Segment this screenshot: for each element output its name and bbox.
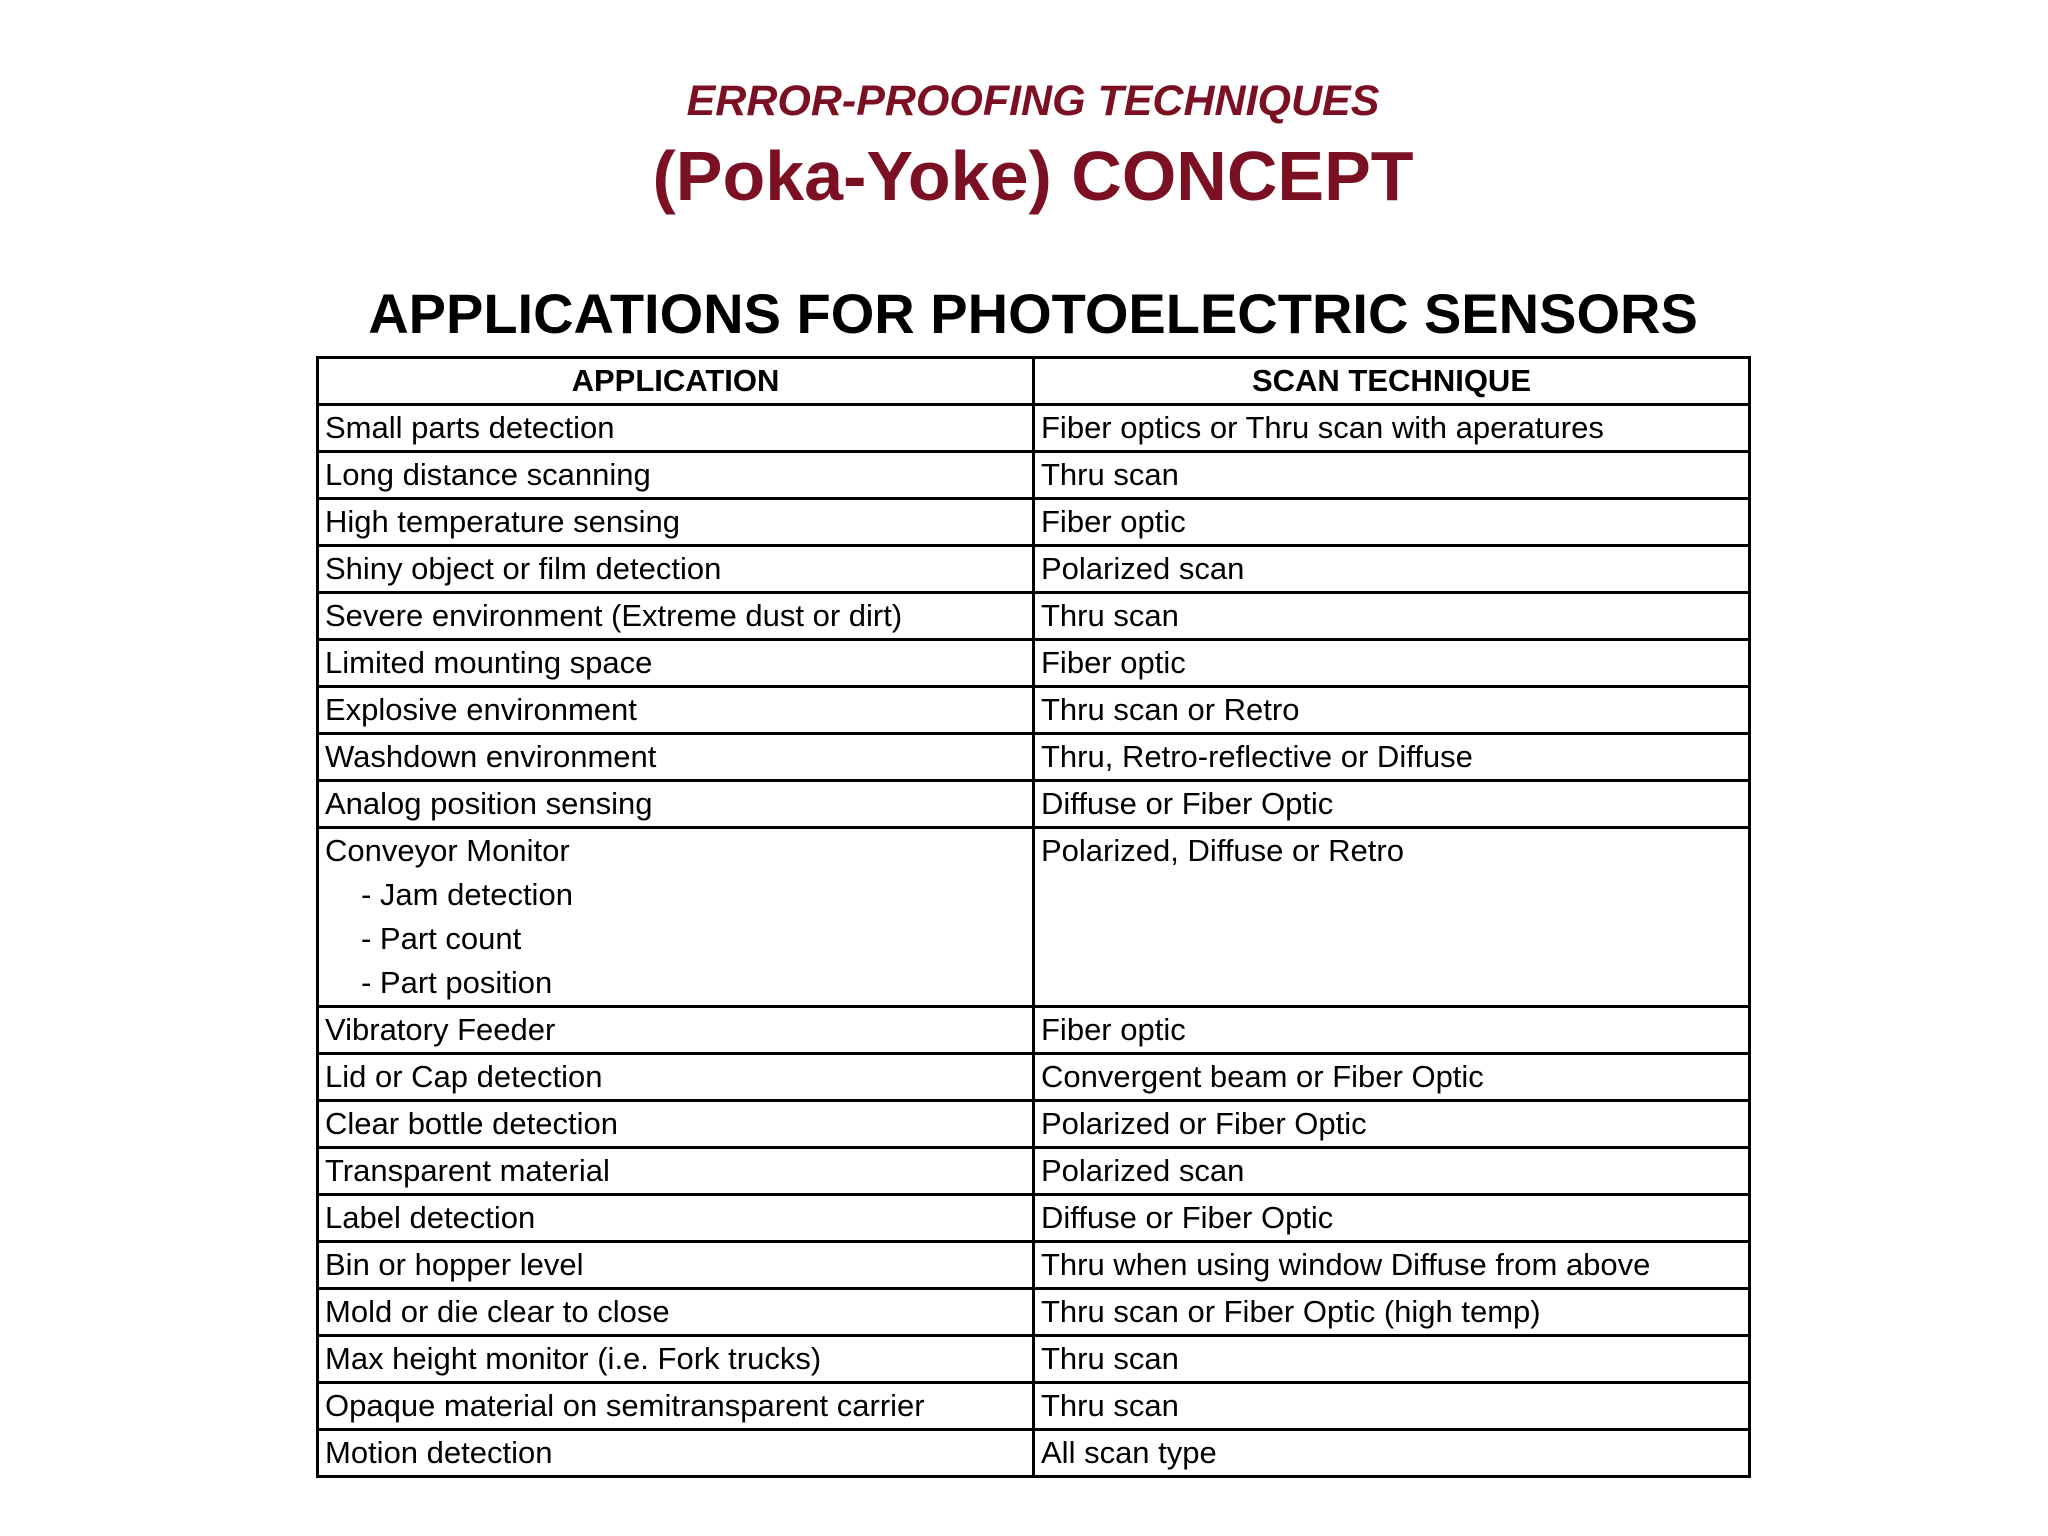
scan-technique-cell: Polarized or Fiber Optic: [1034, 1101, 1750, 1148]
application-cell: Opaque material on semitransparent carrier: [318, 1383, 1034, 1430]
application-cell: Lid or Cap detection: [318, 1054, 1034, 1101]
sensor-applications-table: [316, 356, 1751, 1478]
application-cell: Limited mounting space: [318, 640, 1034, 687]
header-line-2: (Poka-Yoke) CONCEPT: [652, 137, 1414, 215]
table-row: [318, 593, 1750, 640]
application-cell: High temperature sensing: [318, 499, 1034, 546]
application-label: Conveyor Monitor: [325, 833, 570, 868]
application-cell: Label detection: [318, 1195, 1034, 1242]
table-row: [318, 1007, 1750, 1054]
scan-technique-cell: Fiber optic: [1034, 499, 1750, 546]
table-row: [318, 781, 1750, 828]
application-cell: Long distance scanning: [318, 452, 1034, 499]
table-row: [318, 1289, 1750, 1336]
application-cell: Analog position sensing: [318, 781, 1034, 828]
scan-technique-cell: Thru scan: [1034, 1383, 1750, 1430]
table-row: [318, 1242, 1750, 1289]
table-header-row: [318, 358, 1750, 405]
table-row: [318, 1101, 1750, 1148]
application-cell: Max height monitor (i.e. Fork trucks): [318, 1336, 1034, 1383]
application-cell: Clear bottle detection: [318, 1101, 1034, 1148]
application-cell: Vibratory Feeder: [318, 1007, 1034, 1054]
table-row: [318, 1195, 1750, 1242]
table-row: [318, 828, 1750, 1007]
table-row: [318, 1383, 1750, 1430]
application-cell: Shiny object or film detection: [318, 546, 1034, 593]
scan-technique-cell: Fiber optics or Thru scan with aperatures: [1034, 405, 1750, 452]
header-line-1: ERROR-PROOFING TECHNIQUES: [686, 77, 1380, 125]
application-cell: Washdown environment: [318, 734, 1034, 781]
scan-technique-cell: Diffuse or Fiber Optic: [1034, 781, 1750, 828]
scan-technique-cell: Thru scan: [1034, 1336, 1750, 1383]
application-cell: Transparent material: [318, 1148, 1034, 1195]
table-row: [318, 452, 1750, 499]
table-row: [318, 734, 1750, 781]
scan-technique-cell: Polarized scan: [1034, 546, 1750, 593]
scan-technique-cell: Thru scan or Fiber Optic (high temp): [1034, 1289, 1750, 1336]
application-cell: [318, 828, 1034, 1007]
table-row: [318, 499, 1750, 546]
scan-technique-cell: Diffuse or Fiber Optic: [1034, 1195, 1750, 1242]
application-cell: Severe environment (Extreme dust or dirt): [318, 593, 1034, 640]
table-row: [318, 1148, 1750, 1195]
scan-technique-cell: Polarized scan: [1034, 1148, 1750, 1195]
table-row: [318, 687, 1750, 734]
application-sub-item: - Part count: [361, 921, 522, 956]
column-header-application: APPLICATION: [318, 358, 1034, 405]
application-cell: Mold or die clear to close: [318, 1289, 1034, 1336]
application-cell: Motion detection: [318, 1430, 1034, 1477]
scan-technique-cell: Thru scan: [1034, 452, 1750, 499]
scan-technique-cell: Thru when using window Diffuse from above: [1034, 1242, 1750, 1289]
scan-technique-cell: Fiber optic: [1034, 640, 1750, 687]
table-row: [318, 546, 1750, 593]
scan-technique-cell: Thru scan: [1034, 593, 1750, 640]
application-sub-item: - Jam detection: [361, 877, 573, 912]
table-row: [318, 1336, 1750, 1383]
table-body: [318, 405, 1750, 1477]
application-cell: Small parts detection: [318, 405, 1034, 452]
scan-technique-cell: Convergent beam or Fiber Optic: [1034, 1054, 1750, 1101]
table-row: [318, 1430, 1750, 1477]
scan-technique-cell: Thru, Retro-reflective or Diffuse: [1034, 734, 1750, 781]
application-cell: Bin or hopper level: [318, 1242, 1034, 1289]
application-sub-item: - Part position: [361, 965, 553, 1000]
table-row: [318, 1054, 1750, 1101]
table-row: [318, 640, 1750, 687]
section-title: APPLICATIONS FOR PHOTOELECTRIC SENSORS: [368, 282, 1698, 345]
scan-technique-cell: Thru scan or Retro: [1034, 687, 1750, 734]
table-row: [318, 405, 1750, 452]
scan-technique-cell: Fiber optic: [1034, 1007, 1750, 1054]
column-header-scan-technique: SCAN TECHNIQUE: [1034, 358, 1750, 405]
scan-technique-cell: Polarized, Diffuse or Retro: [1034, 828, 1750, 1007]
application-cell: Explosive environment: [318, 687, 1034, 734]
scan-technique-cell: All scan type: [1034, 1430, 1750, 1477]
